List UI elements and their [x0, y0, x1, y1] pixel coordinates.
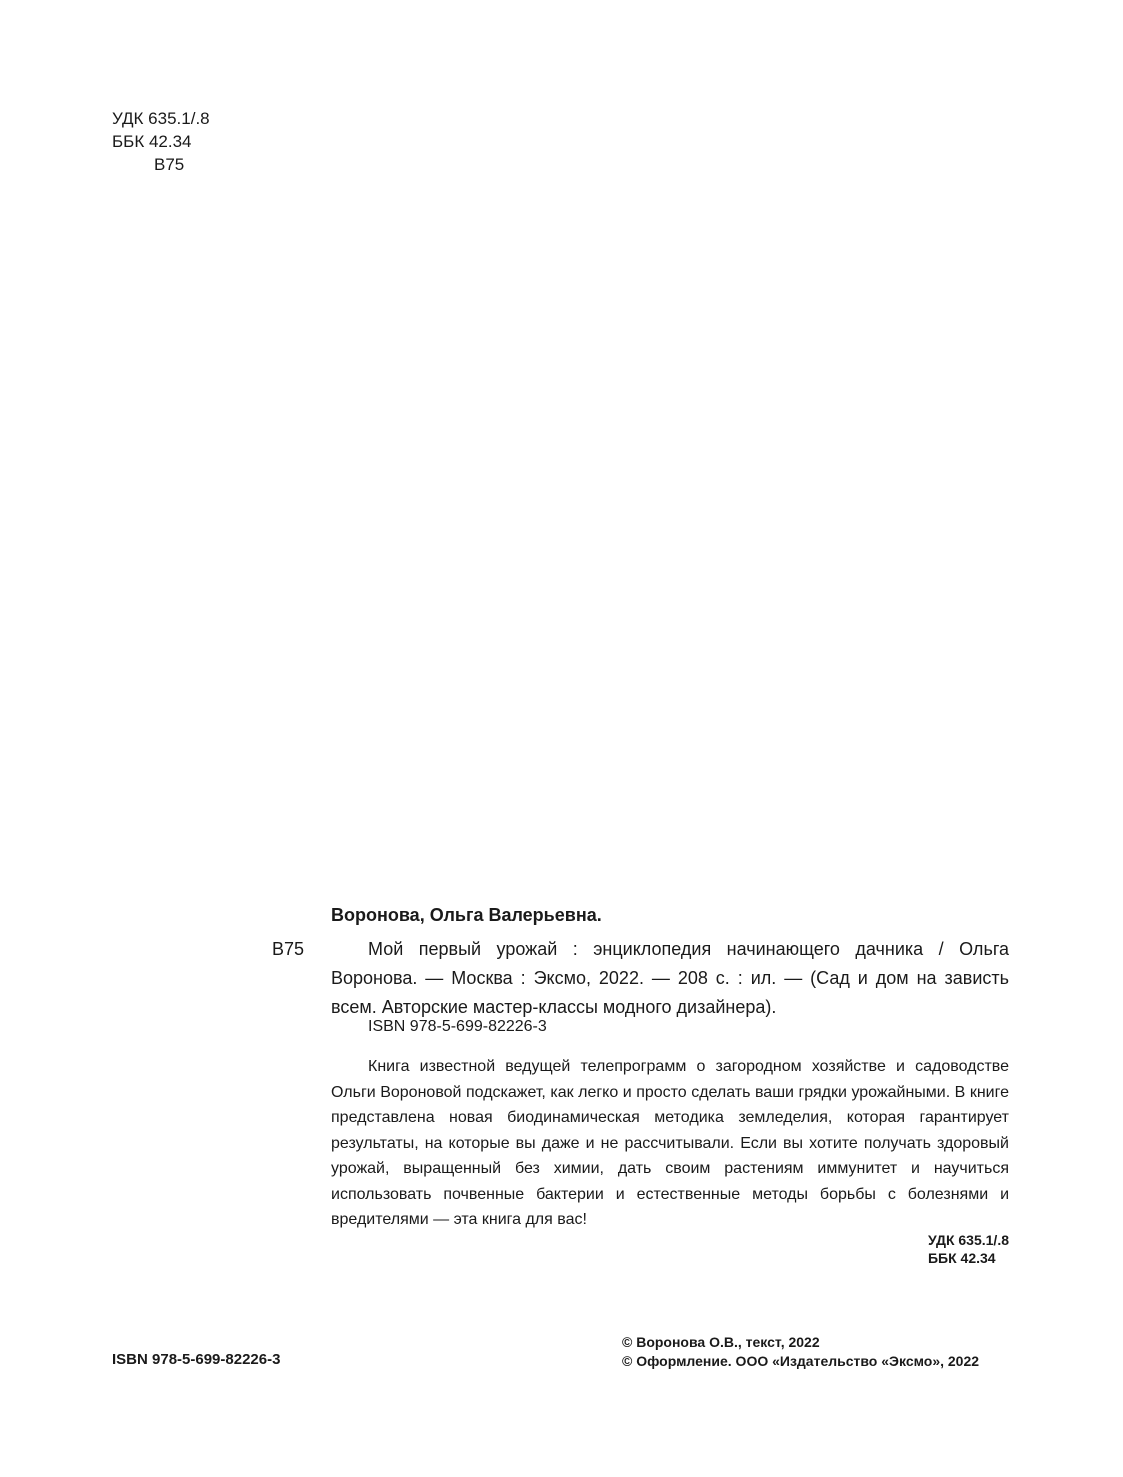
- copyright-text: © Воронова О.В., текст, 2022: [622, 1334, 820, 1350]
- card-author-sign: В75: [272, 939, 305, 959]
- udk-code: УДК 635.1/.8: [112, 109, 210, 128]
- classification-block: [112, 107, 210, 176]
- card-annotation: Книга известной ведущей телепрограмм о загородном хозяйстве и садоводстве Ольги Вороновой подскажет, как легко и просто сделать ваши грядки урожайными. В книге представлена новая биодинамическая методика земледелия, которая гарантирует результаты, на которые вы даже и не рассчитывали. Если вы хотите получать здоровый урожай, выращенный без химии, дать своим растениям иммунитет и научиться использовать почвенные бактерии и естественные методы борьбы с болезнями и вредителями — эта книга для вас!: [331, 1058, 1009, 1228]
- footer-isbn: ISBN 978-5-699-82226-3: [112, 1351, 281, 1368]
- card-author-heading: Воронова, Ольга Валерьевна.: [331, 905, 602, 925]
- card-bibliographic-description: Мой первый урожай : энциклопедия начинающего дачника / Ольга Воронова. — Москва : Эксмо, 2022. — 208 с. : ил. — (Сад и дом на зависть всем. Авторские мастер-классы модного дизайнера).: [331, 939, 1009, 1017]
- author-sign: В75: [154, 155, 185, 174]
- card-bbk-code: ББК 42.34: [927, 1250, 996, 1266]
- copyright-design: © Оформление. ООО «Издательство «Эксмо», 2022: [622, 1353, 980, 1369]
- card-udk-code: УДК 635.1/.8: [927, 1232, 1009, 1248]
- bbk-code: ББК 42.34: [112, 132, 192, 151]
- card-isbn: ISBN 978-5-699-82226-3: [368, 1018, 547, 1035]
- card-classification-codes: [928, 1231, 1009, 1267]
- copyright-block: [622, 1333, 979, 1371]
